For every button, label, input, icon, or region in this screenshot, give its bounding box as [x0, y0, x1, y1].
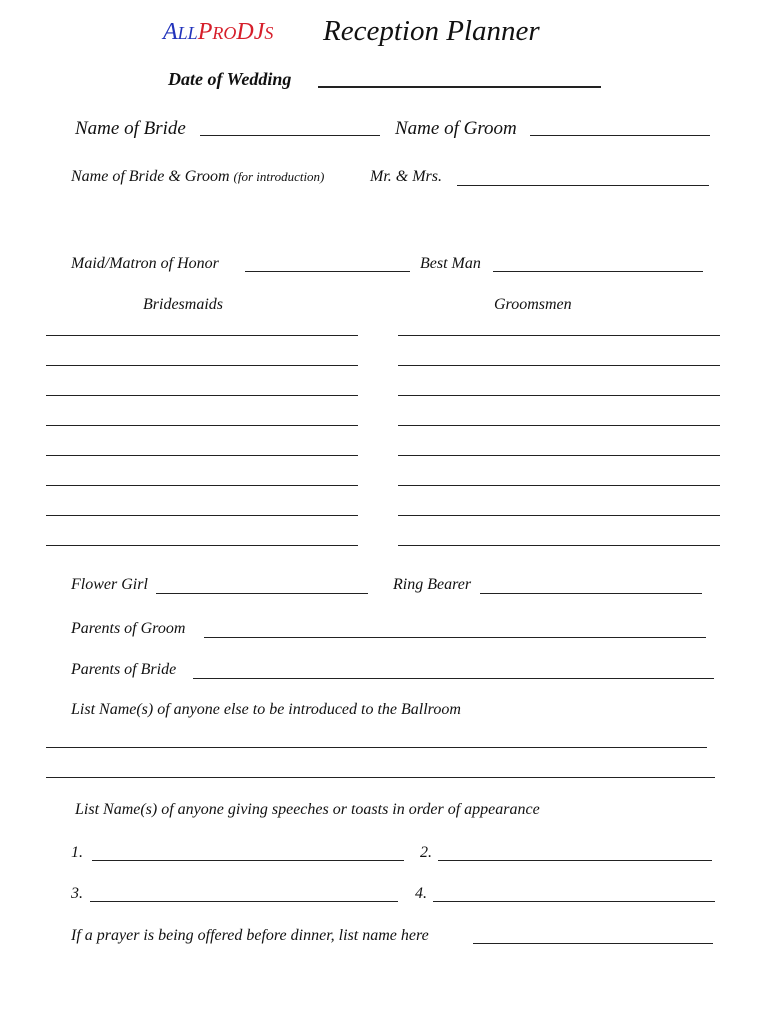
groomsman-field[interactable]	[398, 425, 720, 426]
groomsman-field[interactable]	[398, 455, 720, 456]
flower-girl-field[interactable]	[156, 593, 368, 594]
parents-of-groom-field[interactable]	[204, 637, 706, 638]
groomsman-field[interactable]	[398, 395, 720, 396]
groomsmen-heading: Groomsmen	[494, 296, 572, 313]
bridesmaid-field[interactable]	[46, 335, 358, 336]
name-of-groom-label: Name of Groom	[395, 118, 517, 139]
bridesmaid-field[interactable]	[46, 545, 358, 546]
groomsman-field[interactable]	[398, 545, 720, 546]
speaker-4-label: 4.	[415, 885, 427, 902]
bridesmaids-heading: Bridesmaids	[143, 296, 223, 313]
best-man-label: Best Man	[420, 255, 481, 272]
groomsman-field[interactable]	[398, 515, 720, 516]
speeches-label: List Name(s) of anyone giving speeches or toasts in order of appearance	[75, 801, 540, 818]
ring-bearer-label: Ring Bearer	[393, 576, 472, 593]
name-of-bride-label: Name of Bride	[75, 118, 186, 139]
speaker-1-field[interactable]	[92, 860, 404, 861]
maid-matron-label: Maid/Matron of Honor	[71, 255, 219, 272]
speaker-4-field[interactable]	[433, 901, 715, 902]
bridesmaid-field[interactable]	[46, 515, 358, 516]
speaker-1-label: 1.	[71, 844, 83, 861]
speaker-3-label: 3.	[71, 885, 83, 902]
name-of-groom-field[interactable]	[530, 135, 710, 136]
groomsman-field[interactable]	[398, 335, 720, 336]
mr-mrs-field[interactable]	[457, 185, 709, 186]
mr-mrs-label: Mr. & Mrs.	[370, 168, 443, 185]
parents-of-bride-label: Parents of Bride	[71, 661, 177, 678]
parents-of-groom-label: Parents of Groom	[71, 620, 186, 637]
speaker-3-field[interactable]	[90, 901, 398, 902]
date-of-wedding-label: Date of Wedding	[168, 69, 292, 89]
flower-girl-label: Flower Girl	[71, 576, 148, 593]
bridesmaid-field[interactable]	[46, 425, 358, 426]
maid-matron-field[interactable]	[245, 271, 410, 272]
bride-groom-intro-label: Name of Bride & Groom (for introduction)	[71, 168, 325, 185]
best-man-field[interactable]	[493, 271, 703, 272]
bridesmaid-field[interactable]	[46, 455, 358, 456]
bridesmaid-field[interactable]	[46, 395, 358, 396]
ballroom-intro-field[interactable]	[46, 777, 715, 778]
page-title: Reception Planner	[323, 15, 540, 47]
date-of-wedding-field[interactable]	[318, 86, 601, 88]
parents-of-bride-field[interactable]	[193, 678, 714, 679]
name-of-bride-field[interactable]	[200, 135, 380, 136]
bridesmaid-field[interactable]	[46, 365, 358, 366]
speaker-2-field[interactable]	[438, 860, 712, 861]
speaker-2-label: 2.	[420, 844, 432, 861]
prayer-field[interactable]	[473, 943, 713, 944]
allprodjs-logo: ALLPRODJS	[163, 19, 274, 45]
bridesmaid-field[interactable]	[46, 485, 358, 486]
ring-bearer-field[interactable]	[480, 593, 702, 594]
ballroom-intro-field[interactable]	[46, 747, 707, 748]
ballroom-intro-label: List Name(s) of anyone else to be introduced to the Ballroom	[71, 701, 461, 718]
groomsman-field[interactable]	[398, 365, 720, 366]
groomsman-field[interactable]	[398, 485, 720, 486]
prayer-label: If a prayer is being offered before dinner, list name here	[71, 927, 429, 944]
